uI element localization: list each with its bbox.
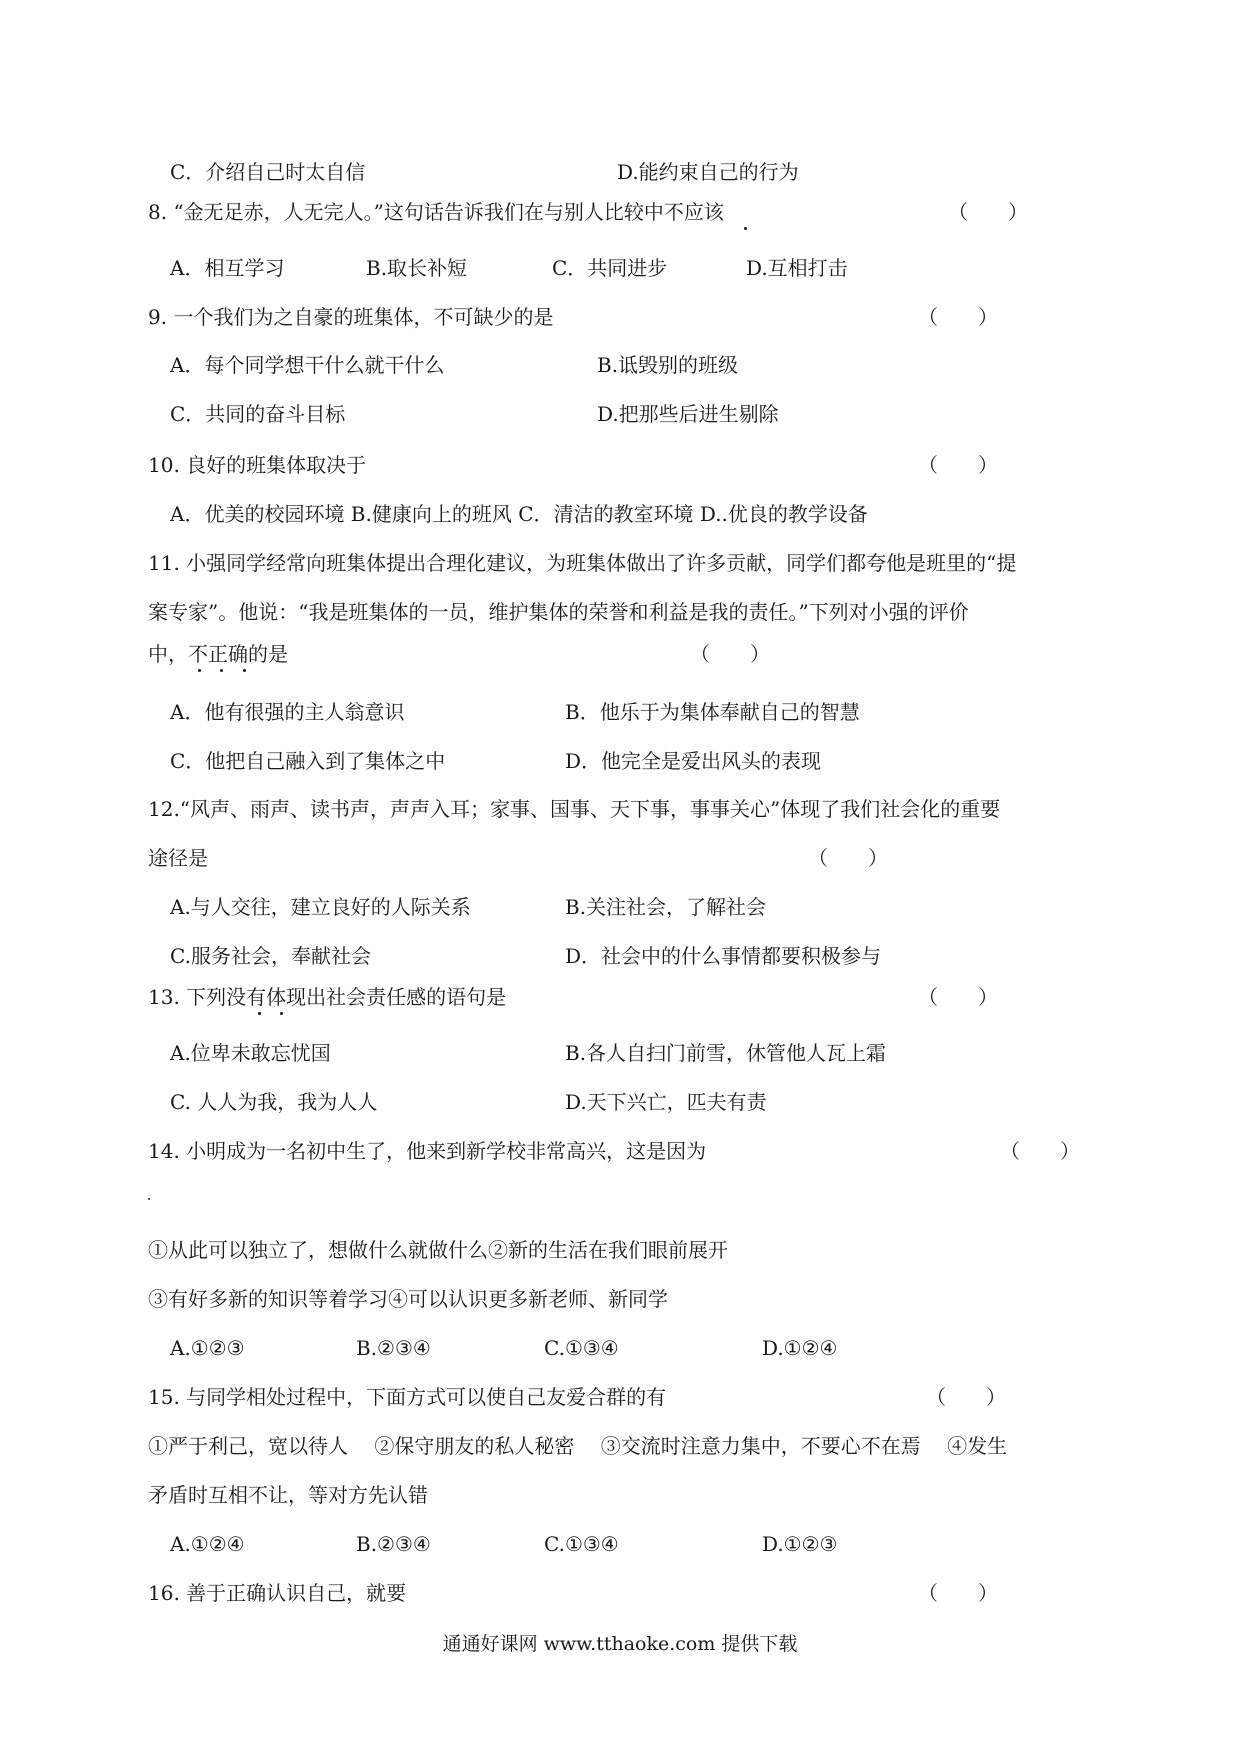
- q14-option-c: C.①③④: [544, 1336, 619, 1360]
- q8-stem: 8. “金无足赤，人无完人。”这句话告诉我们在与别人比较中不应该: [148, 200, 724, 224]
- q15-option-c: C.①③④: [544, 1532, 619, 1556]
- q12-answer-bracket[interactable]: （ ）: [808, 846, 888, 870]
- q14-statements-line-2: ③有好多新的知识等着学习④可以认识更多新老师、新同学: [148, 1287, 668, 1311]
- q11-stem-line-1: 11. 小强同学经常向班集体提出合理化建议，为班集体做出了许多贡献，同学们都夸他是班里的“提: [148, 551, 1017, 575]
- q8-option-c: C．共同进步: [552, 256, 668, 280]
- q10-answer-bracket[interactable]: （ ）: [918, 453, 998, 477]
- q9-option-b: B.诋毁别的班级: [597, 353, 739, 377]
- emphasis-dot: [243, 669, 246, 672]
- q12-stem-line-1: 12.“风声、雨声、读书声，声声入耳；家事、国事、天下事，事事关心”体现了我们社会化的重要: [148, 797, 1001, 821]
- q7-option-d: D.能约束自己的行为: [617, 160, 799, 184]
- q11-option-a: A．他有很强的主人翁意识: [170, 700, 405, 724]
- q12-option-c: C.服务社会，奉献社会: [170, 944, 371, 968]
- q15-option-d: D.①②③: [762, 1532, 838, 1556]
- q7-option-c: C．介绍自己时太自信: [170, 160, 366, 184]
- q10-stem: 10. 良好的班集体取决于: [148, 453, 367, 477]
- q14-statements-line-1: ①从此可以独立了，想做什么就做什么②新的生活在我们眼前展开: [148, 1238, 728, 1262]
- emphasis-dot: [744, 227, 747, 230]
- q14-option-d: D.①②④: [762, 1336, 838, 1360]
- q16-stem: 16. 善于正确认识自己，就要: [148, 1581, 407, 1605]
- q10-options: A．优美的校园环境 B.健康向上的班风 C．清洁的教室环境 D..优良的教学设备: [170, 502, 868, 526]
- q14-option-b: B.②③④: [356, 1336, 431, 1360]
- q9-option-a: A．每个同学想干什么就干什么: [170, 353, 445, 377]
- q15-stem: 15. 与同学相处过程中，下面方式可以使自己友爱合群的有: [148, 1385, 667, 1409]
- page-footer: 通通好课网 www.tthaoke.com 提供下载: [442, 1633, 798, 1655]
- q8-option-d: D.互相打击: [746, 256, 848, 280]
- q11-option-d: D．他完全是爱出风头的表现: [565, 749, 822, 773]
- q15-statements-line-2: 矛盾时互相不让，等对方先认错: [148, 1483, 428, 1507]
- q11-stem-line-3: 中，不正确的是: [148, 642, 288, 666]
- q12-option-a: A.与人交往，建立良好的人际关系: [170, 895, 471, 919]
- emphasis-dot: [280, 1012, 283, 1015]
- q13-option-a: A.位卑未敢忘忧国: [170, 1041, 331, 1065]
- q15-option-a: A.①②④: [170, 1532, 245, 1556]
- q8-answer-bracket[interactable]: （ ）: [948, 200, 1028, 224]
- q15-statements-line-1: ①严于利己，宽以待人 ②保守朋友的私人秘密 ③交流时注意力集中，不要心不在焉 ④发生: [148, 1434, 1008, 1458]
- q9-option-d: D.把那些后进生剔除: [597, 402, 779, 426]
- q9-answer-bracket[interactable]: （ ）: [918, 305, 998, 329]
- q11-option-b: B．他乐于为集体奉献自己的智慧: [565, 700, 860, 724]
- q14-answer-bracket[interactable]: （ ）: [1000, 1139, 1080, 1163]
- q8-option-b: B.取长补短: [366, 256, 468, 280]
- q13-answer-bracket[interactable]: （ ）: [918, 985, 998, 1009]
- emphasis-dot: [258, 1012, 261, 1015]
- stray-dot: [148, 1198, 150, 1200]
- q9-stem: 9. 一个我们为之自豪的班集体，不可缺少的是: [148, 305, 554, 329]
- q11-stem-line-2: 案专家”。他说：“我是班集体的一员，维护集体的荣誉和利益是我的责任。”下列对小强的评价: [148, 600, 969, 624]
- q13-option-c: C. 人人为我，我为人人: [170, 1090, 378, 1114]
- q12-option-b: B.关注社会，了解社会: [565, 895, 767, 919]
- q9-option-c: C．共同的奋斗目标: [170, 402, 346, 426]
- q13-option-b: B.各人自扫门前雪，休管他人瓦上霜: [565, 1041, 887, 1065]
- emphasis-dot: [198, 669, 201, 672]
- q15-answer-bracket[interactable]: （ ）: [926, 1385, 1006, 1409]
- q13-stem: 13. 下列没有体现出社会责任感的语句是: [148, 985, 507, 1009]
- q16-answer-bracket[interactable]: （ ）: [918, 1581, 998, 1605]
- emphasis-dot: [220, 669, 223, 672]
- q13-option-d: D.天下兴亡，匹夫有责: [565, 1090, 767, 1114]
- q11-option-c: C．他把自己融入到了集体之中: [170, 749, 446, 773]
- q15-option-b: B.②③④: [356, 1532, 431, 1556]
- q14-stem: 14. 小明成为一名初中生了，他来到新学校非常高兴，这是因为: [148, 1139, 707, 1163]
- q12-option-d: D．社会中的什么事情都要积极参与: [565, 944, 882, 968]
- q12-stem-line-2: 途径是: [148, 846, 208, 870]
- q14-option-a: A.①②③: [170, 1336, 245, 1360]
- q11-answer-bracket[interactable]: （ ）: [690, 642, 770, 666]
- q8-option-a: A．相互学习: [170, 256, 285, 280]
